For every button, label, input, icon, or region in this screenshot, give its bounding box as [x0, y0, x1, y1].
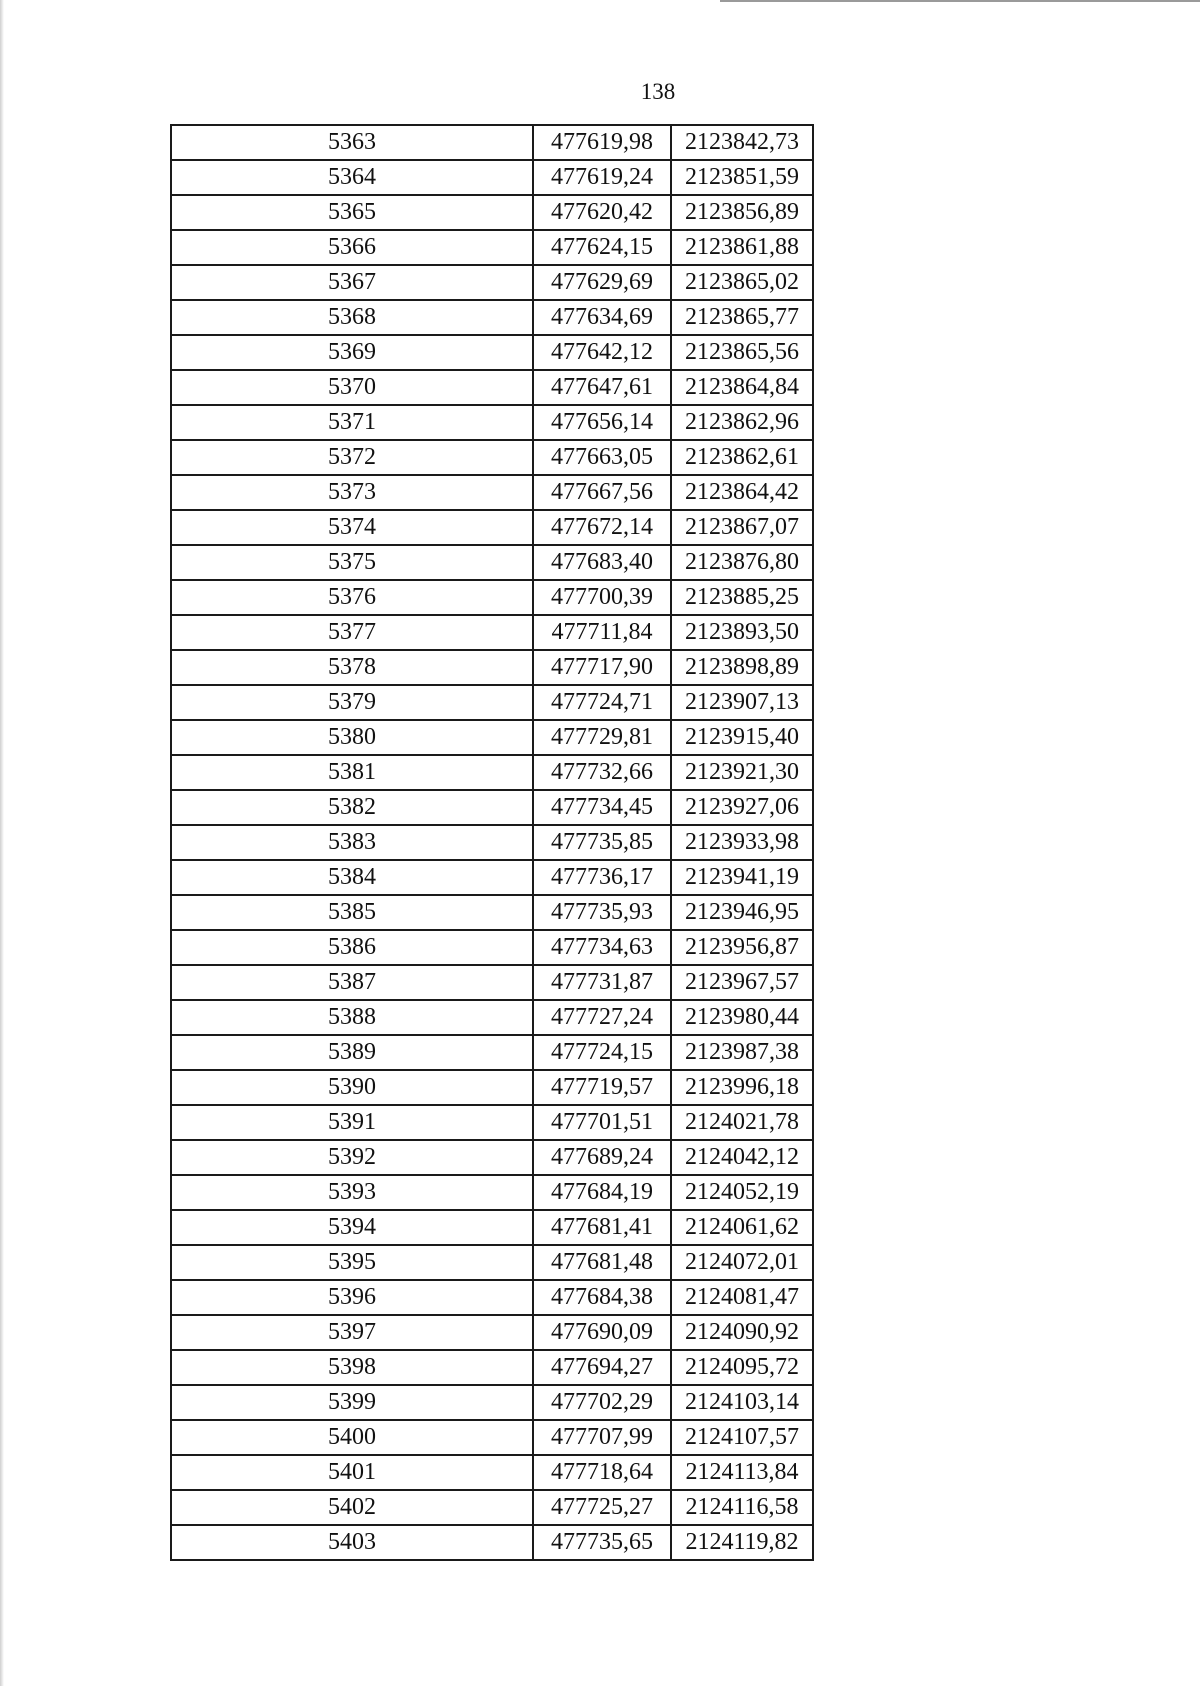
table-row [171, 545, 813, 580]
point-number-cell: 5379 [171, 685, 533, 720]
point-number-cell: 5385 [171, 895, 533, 930]
point-number-cell: 5374 [171, 510, 533, 545]
x-coordinate-cell: 477725,27 [533, 1490, 671, 1525]
table-row [171, 1210, 813, 1245]
point-number-cell: 5394 [171, 1210, 533, 1245]
x-coordinate-cell: 477672,14 [533, 510, 671, 545]
point-number-cell: 5390 [171, 1070, 533, 1105]
x-coordinate-cell: 477735,85 [533, 825, 671, 860]
y-coordinate-cell: 2123941,19 [671, 860, 813, 895]
x-coordinate-cell: 477694,27 [533, 1350, 671, 1385]
table-row [171, 650, 813, 685]
table-row [171, 1315, 813, 1350]
x-coordinate-cell: 477656,14 [533, 405, 671, 440]
table-row [171, 1385, 813, 1420]
coordinates-table [170, 124, 814, 1561]
x-coordinate-cell: 477731,87 [533, 965, 671, 1000]
table-row [171, 1525, 813, 1560]
y-coordinate-cell: 2123851,59 [671, 160, 813, 195]
point-number-cell: 5376 [171, 580, 533, 615]
x-coordinate-cell: 477681,48 [533, 1245, 671, 1280]
point-number-cell: 5366 [171, 230, 533, 265]
y-coordinate-cell: 2123864,42 [671, 475, 813, 510]
y-coordinate-cell: 2124103,14 [671, 1385, 813, 1420]
x-coordinate-cell: 477718,64 [533, 1455, 671, 1490]
table-row [171, 930, 813, 965]
page-number: 138 [640, 79, 676, 104]
y-coordinate-cell: 2123898,89 [671, 650, 813, 685]
y-coordinate-cell: 2123856,89 [671, 195, 813, 230]
point-number-cell: 5388 [171, 1000, 533, 1035]
x-coordinate-cell: 477689,24 [533, 1140, 671, 1175]
scan-edge-top [720, 0, 1200, 2]
y-coordinate-cell: 2123946,95 [671, 895, 813, 930]
table-row [171, 1455, 813, 1490]
point-number-cell: 5402 [171, 1490, 533, 1525]
y-coordinate-cell: 2123864,84 [671, 370, 813, 405]
y-coordinate-cell: 2124021,78 [671, 1105, 813, 1140]
x-coordinate-cell: 477724,15 [533, 1035, 671, 1070]
x-coordinate-cell: 477711,84 [533, 615, 671, 650]
table-row [171, 790, 813, 825]
x-coordinate-cell: 477702,29 [533, 1385, 671, 1420]
point-number-cell: 5386 [171, 930, 533, 965]
y-coordinate-cell: 2123885,25 [671, 580, 813, 615]
point-number-cell: 5377 [171, 615, 533, 650]
y-coordinate-cell: 2124095,72 [671, 1350, 813, 1385]
table-row [171, 1245, 813, 1280]
y-coordinate-cell: 2123865,02 [671, 265, 813, 300]
table-row [171, 580, 813, 615]
y-coordinate-cell: 2124072,01 [671, 1245, 813, 1280]
scan-edge-left [0, 0, 4, 1686]
x-coordinate-cell: 477624,15 [533, 230, 671, 265]
table-row [171, 965, 813, 1000]
y-coordinate-cell: 2124042,12 [671, 1140, 813, 1175]
point-number-cell: 5391 [171, 1105, 533, 1140]
y-coordinate-cell: 2124119,82 [671, 1525, 813, 1560]
y-coordinate-cell: 2123915,40 [671, 720, 813, 755]
table-row [171, 230, 813, 265]
table-row [171, 510, 813, 545]
x-coordinate-cell: 477629,69 [533, 265, 671, 300]
x-coordinate-cell: 477634,69 [533, 300, 671, 335]
point-number-cell: 5372 [171, 440, 533, 475]
y-coordinate-cell: 2123927,06 [671, 790, 813, 825]
coordinates-table-body [171, 125, 813, 1560]
x-coordinate-cell: 477735,65 [533, 1525, 671, 1560]
x-coordinate-cell: 477642,12 [533, 335, 671, 370]
x-coordinate-cell: 477734,63 [533, 930, 671, 965]
point-number-cell: 5396 [171, 1280, 533, 1315]
x-coordinate-cell: 477734,45 [533, 790, 671, 825]
point-number-cell: 5370 [171, 370, 533, 405]
table-row [171, 685, 813, 720]
x-coordinate-cell: 477724,71 [533, 685, 671, 720]
table-row [171, 860, 813, 895]
x-coordinate-cell: 477681,41 [533, 1210, 671, 1245]
point-number-cell: 5381 [171, 755, 533, 790]
table-row [171, 440, 813, 475]
point-number-cell: 5397 [171, 1315, 533, 1350]
table-row [171, 755, 813, 790]
point-number-cell: 5383 [171, 825, 533, 860]
table-row [171, 1420, 813, 1455]
y-coordinate-cell: 2123893,50 [671, 615, 813, 650]
point-number-cell: 5382 [171, 790, 533, 825]
point-number-cell: 5371 [171, 405, 533, 440]
x-coordinate-cell: 477683,40 [533, 545, 671, 580]
table-row [171, 1175, 813, 1210]
y-coordinate-cell: 2123865,56 [671, 335, 813, 370]
table-row [171, 265, 813, 300]
table-row [171, 1000, 813, 1035]
table-row [171, 1490, 813, 1525]
point-number-cell: 5380 [171, 720, 533, 755]
point-number-cell: 5378 [171, 650, 533, 685]
y-coordinate-cell: 2124061,62 [671, 1210, 813, 1245]
y-coordinate-cell: 2123967,57 [671, 965, 813, 1000]
y-coordinate-cell: 2124052,19 [671, 1175, 813, 1210]
point-number-cell: 5375 [171, 545, 533, 580]
table-row [171, 370, 813, 405]
point-number-cell: 5400 [171, 1420, 533, 1455]
x-coordinate-cell: 477701,51 [533, 1105, 671, 1140]
point-number-cell: 5368 [171, 300, 533, 335]
point-number-cell: 5365 [171, 195, 533, 230]
point-number-cell: 5399 [171, 1385, 533, 1420]
x-coordinate-cell: 477719,57 [533, 1070, 671, 1105]
x-coordinate-cell: 477729,81 [533, 720, 671, 755]
y-coordinate-cell: 2123865,77 [671, 300, 813, 335]
table-row [171, 895, 813, 930]
y-coordinate-cell: 2124113,84 [671, 1455, 813, 1490]
x-coordinate-cell: 477667,56 [533, 475, 671, 510]
y-coordinate-cell: 2123987,38 [671, 1035, 813, 1070]
table-row [171, 720, 813, 755]
y-coordinate-cell: 2123933,98 [671, 825, 813, 860]
y-coordinate-cell: 2124081,47 [671, 1280, 813, 1315]
x-coordinate-cell: 477619,98 [533, 125, 671, 160]
y-coordinate-cell: 2123921,30 [671, 755, 813, 790]
point-number-cell: 5364 [171, 160, 533, 195]
point-number-cell: 5393 [171, 1175, 533, 1210]
table-row [171, 475, 813, 510]
y-coordinate-cell: 2123996,18 [671, 1070, 813, 1105]
table-row [171, 1280, 813, 1315]
table-row [171, 1105, 813, 1140]
x-coordinate-cell: 477735,93 [533, 895, 671, 930]
point-number-cell: 5389 [171, 1035, 533, 1070]
point-number-cell: 5387 [171, 965, 533, 1000]
y-coordinate-cell: 2123956,87 [671, 930, 813, 965]
table-row [171, 1070, 813, 1105]
point-number-cell: 5392 [171, 1140, 533, 1175]
table-row [171, 300, 813, 335]
y-coordinate-cell: 2123876,80 [671, 545, 813, 580]
table-row [171, 1035, 813, 1070]
y-coordinate-cell: 2123907,13 [671, 685, 813, 720]
point-number-cell: 5403 [171, 1525, 533, 1560]
y-coordinate-cell: 2124090,92 [671, 1315, 813, 1350]
x-coordinate-cell: 477663,05 [533, 440, 671, 475]
y-coordinate-cell: 2123867,07 [671, 510, 813, 545]
table-row [171, 195, 813, 230]
y-coordinate-cell: 2123980,44 [671, 1000, 813, 1035]
y-coordinate-cell: 2123842,73 [671, 125, 813, 160]
x-coordinate-cell: 477727,24 [533, 1000, 671, 1035]
x-coordinate-cell: 477717,90 [533, 650, 671, 685]
x-coordinate-cell: 477647,61 [533, 370, 671, 405]
x-coordinate-cell: 477736,17 [533, 860, 671, 895]
table-row [171, 1350, 813, 1385]
y-coordinate-cell: 2123862,61 [671, 440, 813, 475]
point-number-cell: 5395 [171, 1245, 533, 1280]
x-coordinate-cell: 477700,39 [533, 580, 671, 615]
point-number-cell: 5384 [171, 860, 533, 895]
y-coordinate-cell: 2123861,88 [671, 230, 813, 265]
table-row [171, 335, 813, 370]
table-row [171, 160, 813, 195]
point-number-cell: 5367 [171, 265, 533, 300]
x-coordinate-cell: 477620,42 [533, 195, 671, 230]
point-number-cell: 5369 [171, 335, 533, 370]
point-number-cell: 5398 [171, 1350, 533, 1385]
table-row [171, 825, 813, 860]
y-coordinate-cell: 2124116,58 [671, 1490, 813, 1525]
table-row [171, 405, 813, 440]
table-row [171, 1140, 813, 1175]
point-number-cell: 5363 [171, 125, 533, 160]
table-row [171, 615, 813, 650]
y-coordinate-cell: 2124107,57 [671, 1420, 813, 1455]
x-coordinate-cell: 477684,19 [533, 1175, 671, 1210]
x-coordinate-cell: 477732,66 [533, 755, 671, 790]
point-number-cell: 5401 [171, 1455, 533, 1490]
x-coordinate-cell: 477619,24 [533, 160, 671, 195]
y-coordinate-cell: 2123862,96 [671, 405, 813, 440]
x-coordinate-cell: 477690,09 [533, 1315, 671, 1350]
table-row [171, 125, 813, 160]
x-coordinate-cell: 477684,38 [533, 1280, 671, 1315]
point-number-cell: 5373 [171, 475, 533, 510]
x-coordinate-cell: 477707,99 [533, 1420, 671, 1455]
